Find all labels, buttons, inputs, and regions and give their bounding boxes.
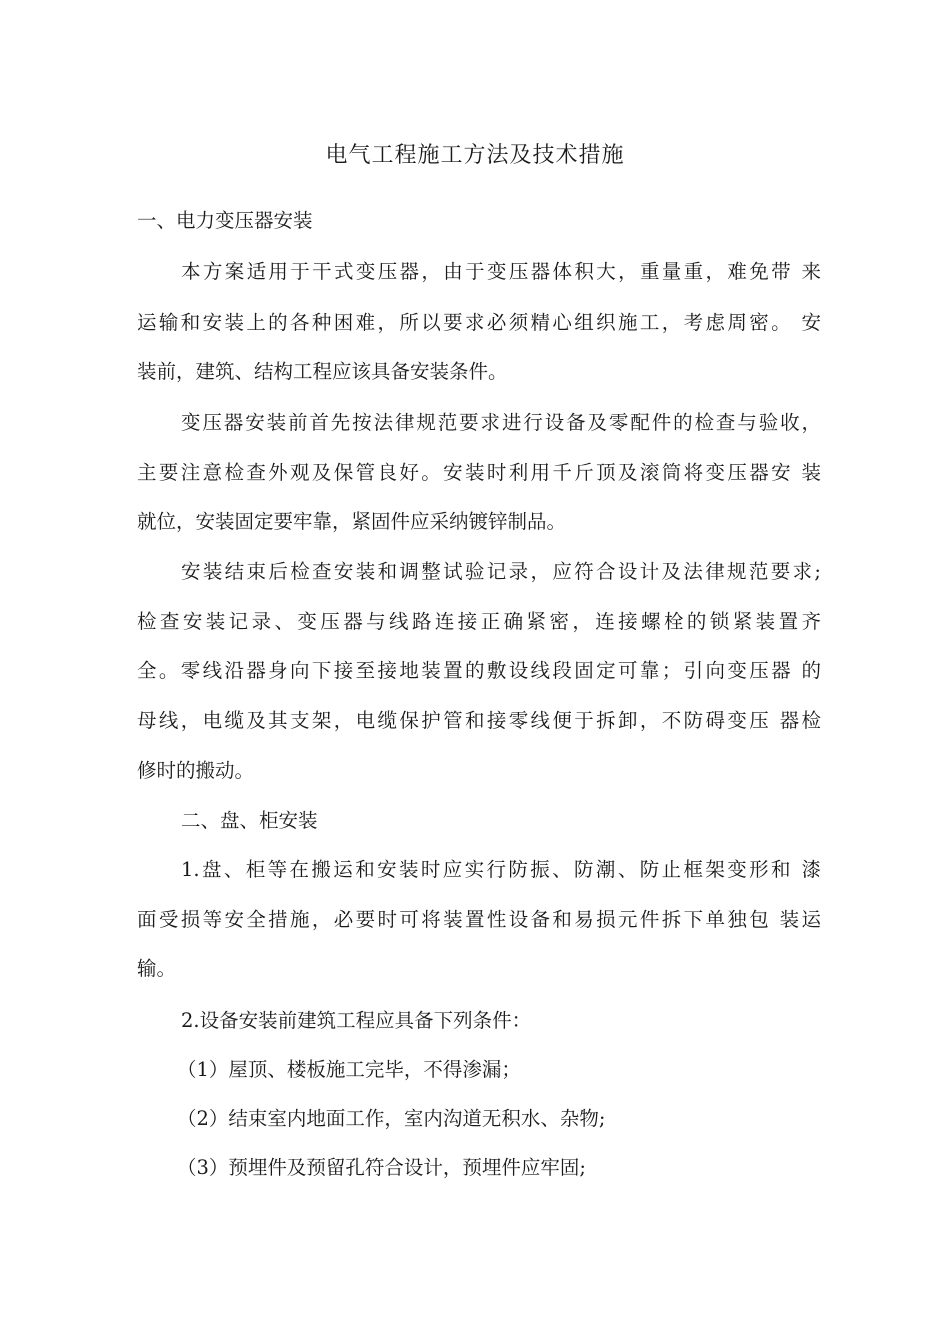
paragraph-line: 变压器安装前首先按法律规范要求进行设备及零配件的检查与验收， (181, 411, 821, 434)
document-title: 电气工程施工方法及技术措施 (325, 143, 625, 168)
paragraph-line: 装前，建筑、结构工程应该具备安装条件。 (137, 360, 508, 383)
sub-list-item: （1）屋顶、楼板施工完毕，不得渗漏； (177, 1058, 521, 1081)
paragraph-line: 修时的搬动。 (137, 759, 255, 782)
paragraph-line: 检查安装记录、变压器与线路连接正确紧密，连接螺栓的锁紧装置齐 (137, 610, 821, 633)
paragraph-line: 安装结束后检查安装和调整试验记录，应符合设计及法律规范要求; (181, 560, 821, 583)
list-item: 2.设备安装前建筑工程应具备下列条件： (181, 1009, 532, 1032)
sub-list-item: （3）预埋件及预留孔符合设计，预埋件应牢固; (177, 1156, 586, 1179)
paragraph-line: 全。零线沿器身向下接至接地装置的敷设线段固定可靠；引向变压器 的 (137, 659, 821, 682)
paragraph-line: 本方案适用于干式变压器，由于变压器体积大，重量重，难免带 来 (181, 260, 821, 283)
list-item-line: 面受损等安全措施，必要时可将装置性设备和易损元件拆下单独包 装运 (137, 908, 821, 931)
sub-list-item: （2）结束室内地面工作，室内沟道无积水、杂物; (177, 1107, 606, 1130)
paragraph-line: 运输和安装上的各种困难，所以要求必须精心组织施工，考虑周密。 安 (137, 311, 821, 334)
section-heading-2: 二、盘、柜安装 (181, 809, 318, 832)
paragraph-line: 母线，电缆及其支架，电缆保护管和接零线便于拆卸，不防碍变压 器检 (137, 709, 821, 732)
section-heading-1: 一、电力变压器安装 (137, 209, 313, 232)
paragraph-line: 主要注意检查外观及保管良好。安装时利用千斤顶及滚筒将变压器安 装 (137, 461, 821, 484)
paragraph-line: 就位，安装固定要牢靠，紧固件应采纳镀锌制品。 (137, 510, 567, 533)
list-item-line: 1.盘、柜等在搬运和安装时应实行防振、防潮、防止框架变形和 漆 (181, 858, 821, 881)
list-item-line: 输。 (137, 957, 177, 980)
